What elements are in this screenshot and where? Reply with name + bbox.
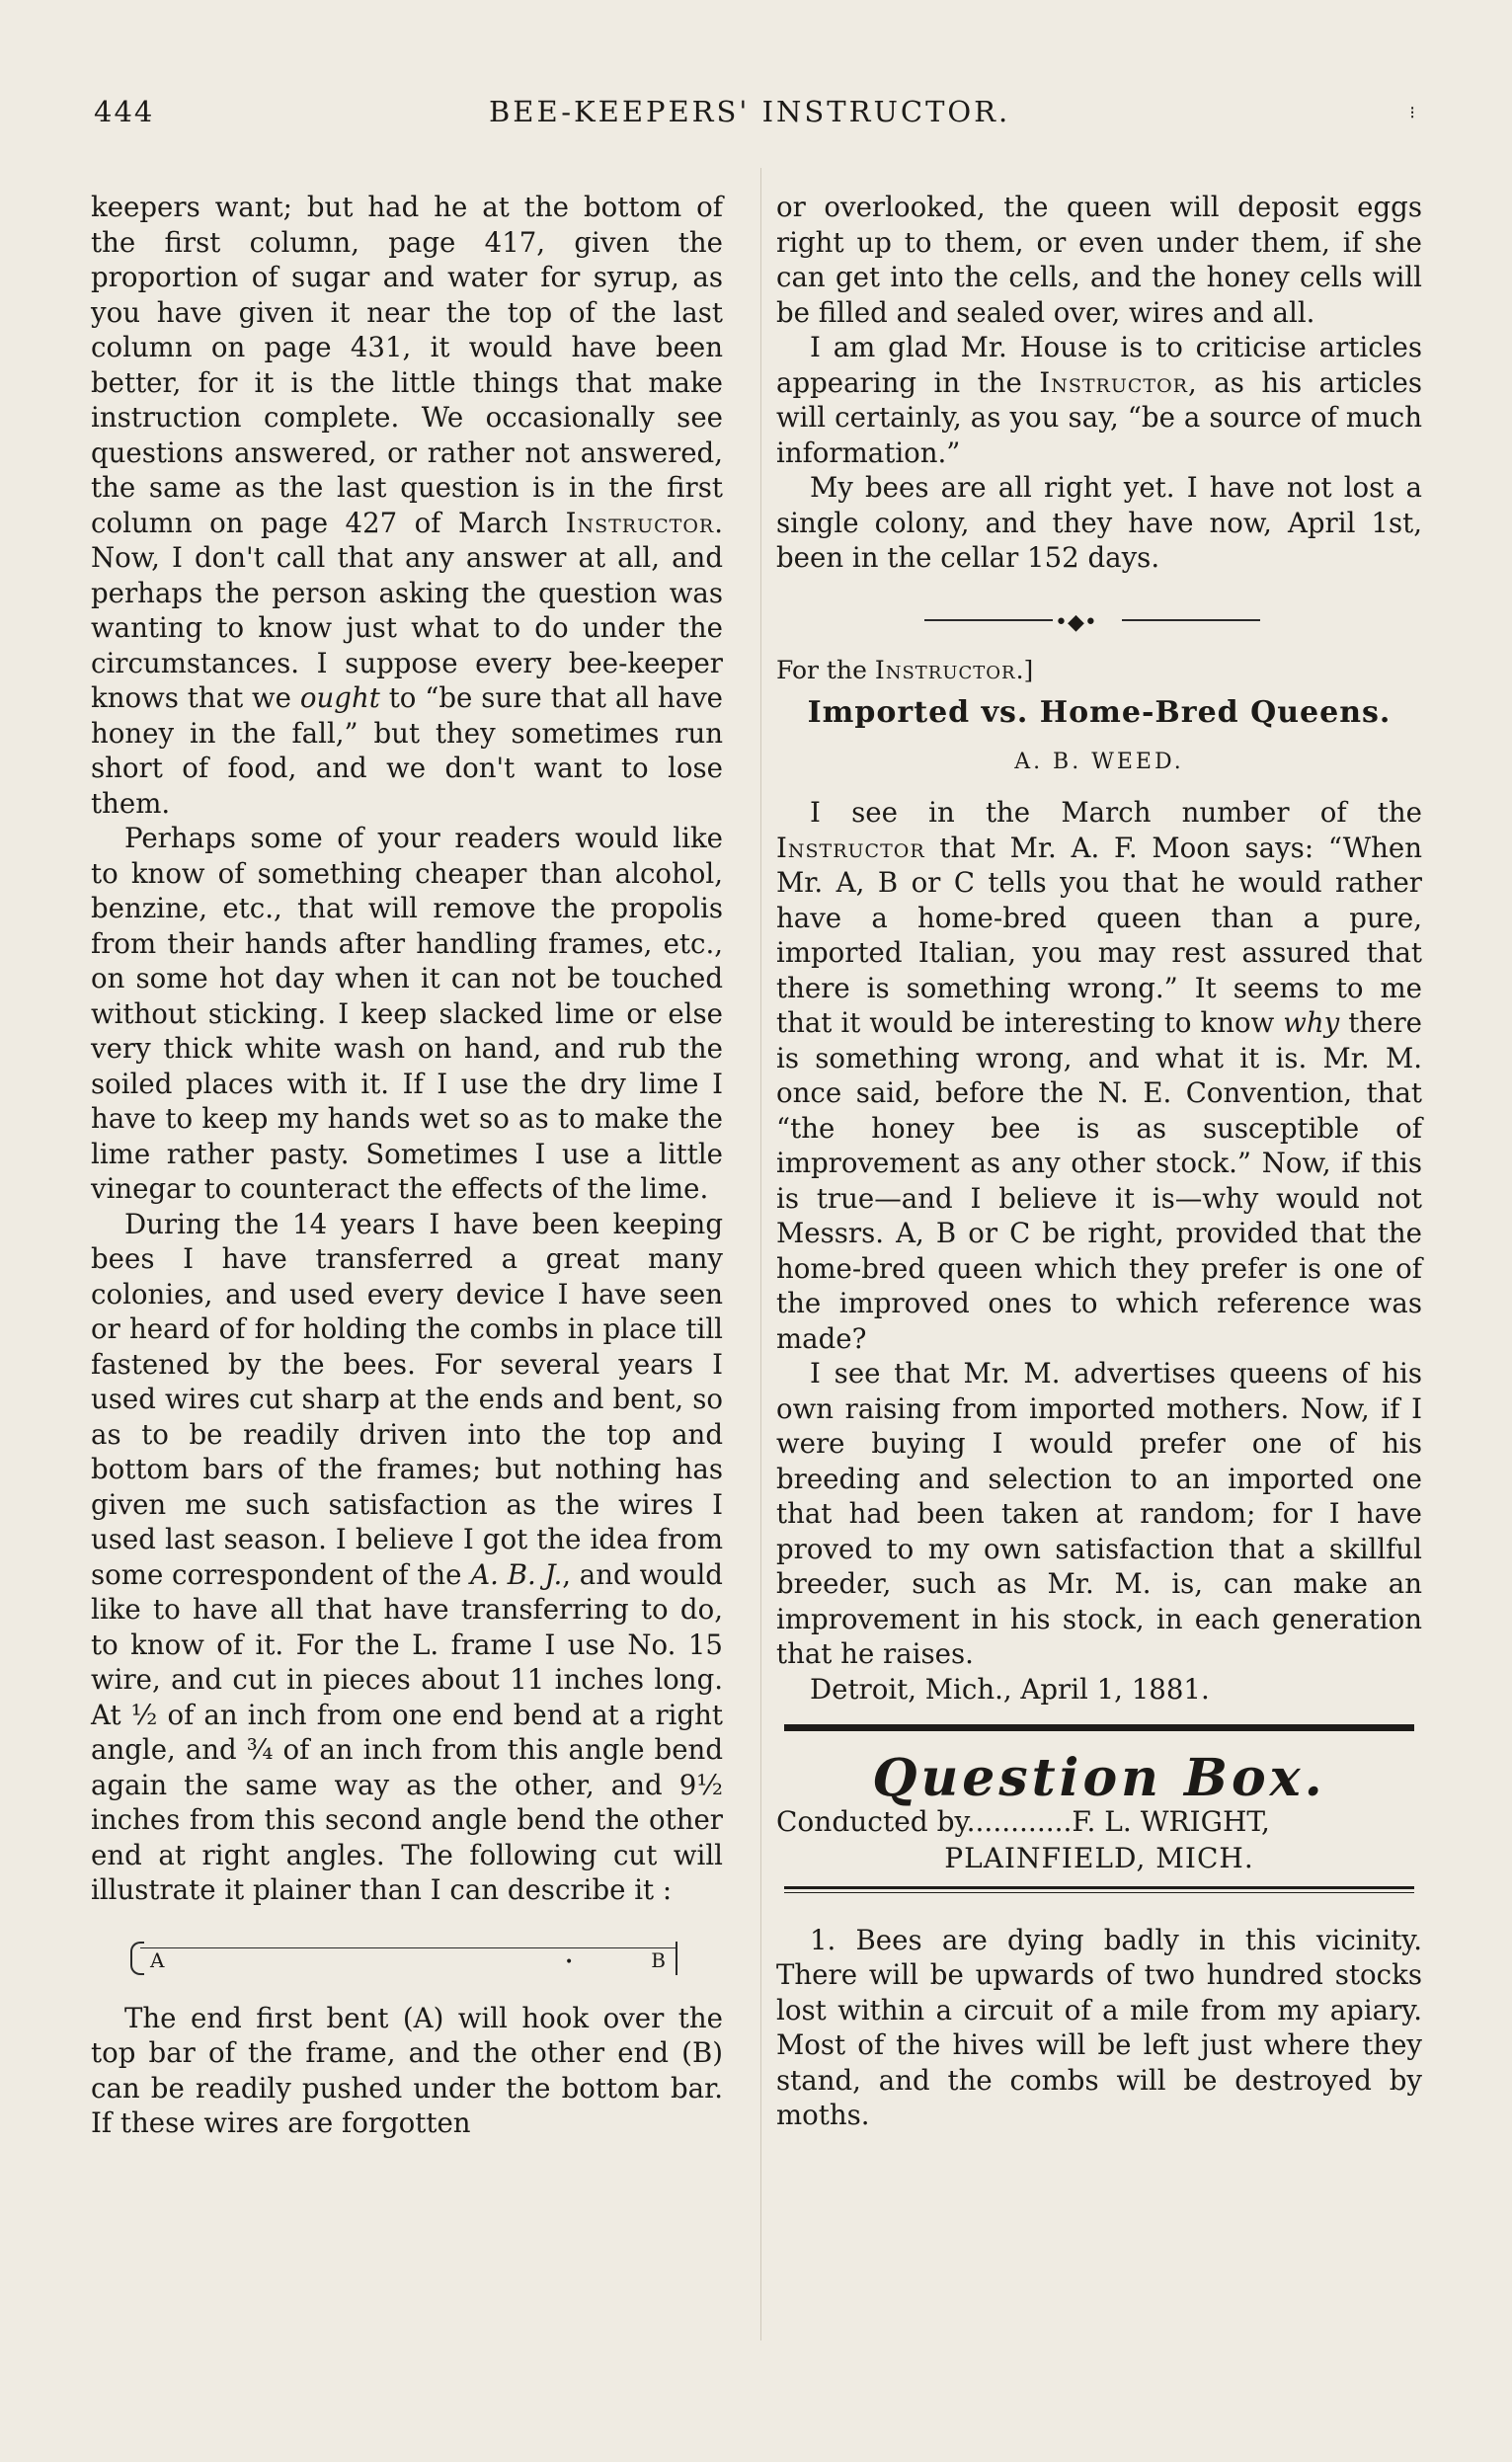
conducted-place: PLAINFIELD, MICH. — [944, 1842, 1254, 1874]
margin-mark: ⁝ — [1409, 103, 1417, 123]
paragraph: Perhaps some of your readers would like to know of something cheaper than alcohol, benzine, etc., that will remove the propolis from their hands after handling frames, etc., on some hot day when it can not be touched without sticking. I keep slacked lime or else very thick white wash on hand, and rub the soiled places with it. If I use the dry lime I have to keep my hands wet so as to make the lime rather pasty. Sometimes I use a little vinegar to counteract the effects of the lime. — [91, 822, 723, 1205]
running-header — [94, 95, 1417, 138]
dateline: Detroit, Mich., April 1, 1881. — [810, 1672, 1210, 1706]
paragraph: I see that Mr. M. advertises queens of his own raising from imported mothers. Now, if I were buying I would prefer one of his breeding and selection to an imported one that had been taken at random; for I have proved to my own satisfaction that a skillful breeder, such as Mr. M. is, can make an improvement in his stock, in each generation that he raises. — [776, 1357, 1422, 1670]
figure-label-a: A — [150, 1947, 165, 1972]
page-number: 444 — [94, 95, 155, 128]
figure-dot: • — [565, 1953, 574, 1970]
paragraph: My bees are all right yet. I have not lost a single colony, and they have now, April 1st, been in the cellar 152 days. — [776, 471, 1422, 574]
wire-shaft — [140, 1947, 676, 1948]
section-ornament — [776, 605, 1422, 635]
conducted-by-line: Conducted by............F. L. WRIGHT, — [776, 1804, 1270, 1838]
ornament-glyph: •◆• — [1055, 609, 1097, 635]
paragraph: I see in the March number of the Instructor that Mr. A. F. Moon says: “When Mr. A, B or C tells you that he would rather have a home-bred queen than a pure, imported Italian, you may rest assured that there is something wrong.” It seems to me that it would be interesting to know why there is something wrong, and what it is. Mr. M. once said, before the N. E. Convention, that “the honey bee is as susceptible of improvement as any other stock.” Now, if this is true—and I believe it is—why would not Messrs. A, B or C be right, provided that the home-bred queen which they prefer is one of the improved ones to which reference was made? — [776, 796, 1422, 1355]
right-column — [776, 190, 1422, 2133]
question-item: 1. Bees are dying badly in this vicinity. There will be upwards of two hundred stocks lost within a circuit of a mile from my apiary. Most of the hives will be left just where they stand, and the combs will be destroyed by moths. — [776, 1923, 1422, 2131]
left-column — [91, 190, 723, 2141]
paragraph: I am glad Mr. House is to criticise articles appearing in the Instructor, as his articles will certainly, as you say, “be a source of much information.” — [776, 331, 1422, 469]
for-the-instructor-line: For the Instructor.] — [776, 655, 1034, 684]
wire-hook-b — [676, 1942, 677, 1975]
paragraph: During the 14 years I have been keeping bees I have transferred a great many colonies, and used every device I have seen or heard of for holding the combs in place till fastened by the bees. For several years I used wires cut sharp at the ends and bent, so as to be readily driven into the top and bottom bars of the frames; but nothing has given me such satisfaction as the wires I used last season. I believe I got the idea from some correspondent of the A. B. J., and would like to have all that have transferring to do, to know of it. For the L. frame I use No. 15 wire, and cut in pieces about 11 inches long. At ½ of an inch from one end bend at a right angle, and ¾ of an inch from this angle bend again the same way as the other, and 9½ inches from this second angle bend the other end at right angles. The following cut will illustrate it plainer than I can describe it : — [91, 1207, 723, 1906]
paragraph: The end first bent (A) will hook over the top bar of the frame, and the other end (B) can be readily pushed under the bottom bar. If these wires are forgotten — [91, 2001, 723, 2139]
journal-title: BEE-KEEPERS' INSTRUCTOR. — [489, 95, 1011, 128]
article-title: Imported vs. Home-Bred Queens. — [807, 695, 1392, 730]
paragraph: or overlooked, the queen will deposit eggs right up to them, or even under them, if she can get into the cells, and the honey cells will be filled and sealed over, wires and all. — [776, 191, 1422, 329]
article-author: A. B. WEED. — [1014, 749, 1184, 774]
column-divider — [760, 168, 761, 2341]
figure-label-b: B — [651, 1947, 666, 1972]
wire-illustration — [130, 1932, 705, 1991]
double-rule — [784, 1886, 1414, 1893]
section-rule — [784, 1724, 1414, 1731]
paragraph: keepers want; but had he at the bottom of the first column, page 417, given the proportion of sugar and water for syrup, as you have given it near the top of the last column on page 431, it would have been better, for it is the little things that make instruction complete. We occasionally see questions answered, or rather not answered, the same as the last question is in the first column on page 427 of March Instructor. Now, I don't call that any answer at all, and perhaps the person asking the question was wanting to know just what to do under the circumstances. I suppose every bee-keeper knows that we ought to “be sure that all have honey in the fall,” but they sometimes run short of food, and we don't want to lose them. — [91, 191, 723, 820]
question-box-title: Question Box. — [872, 1748, 1326, 1808]
